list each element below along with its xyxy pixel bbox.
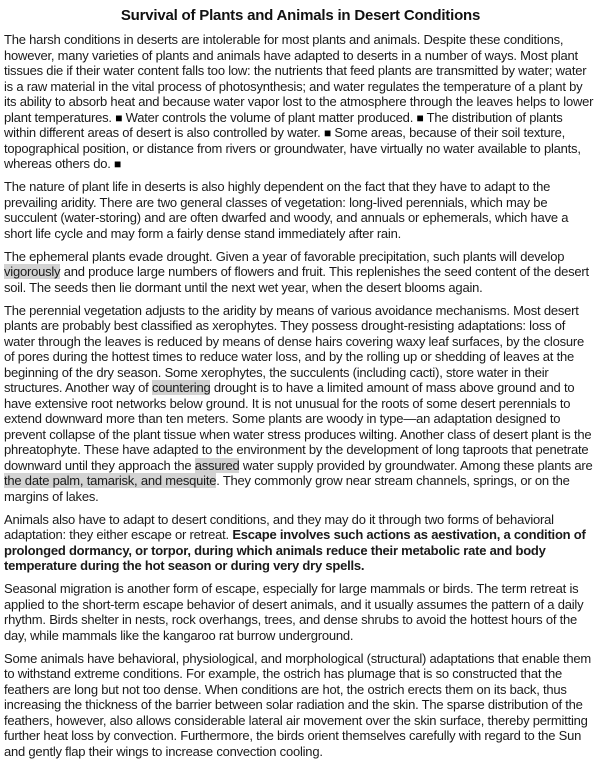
highlighted-term: vigorously: [4, 264, 60, 279]
text-run: drought is to have a limited amount of mass above ground and to have extensive root networks below ground. It is not unusual for the roots of some desert perennials to extend downward more than ten meters. Some plants are woody in type—an adaptation designed to prevent collapse of the plant tissue when water stress produces wilting. Another class of desert plant is the phreatophyte. These have adapted to the environment by the development of long taproots that penetrate downward until they approach the: [4, 380, 591, 473]
insert-text-marker-icon[interactable]: ■: [114, 157, 121, 171]
text-run: and produce large numbers of flowers and fruit. This replenishes the seed content of the desert soil. The seeds then lie dormant until the next wet year, when the desert blooms again.: [4, 264, 589, 295]
paragraph: [4, 303, 597, 505]
text-run: The perennial vegetation adjusts to the aridity by means of various avoidance mechanisms. Most desert plants are probably best classified as xerophytes. They possess drought-resisting adaptations: loss of water through the leaves is reduced by means of dense hairs covering waxy leaf surfaces, by the closure of pores during the hottest times to reduce water loss, and by the rolling up or shedding of leaves at the beginning of the dry season. Some xerophytes, the succulents (including cacti), store water in their structures. Another way of: [4, 303, 584, 396]
passage-title: Survival of Plants and Animals in Desert Conditions: [4, 7, 597, 24]
insert-text-marker-icon[interactable]: ■: [416, 111, 423, 125]
text-run: Animals also have to adapt to desert conditions, and they may do it through two forms of behavioral adaptation: they either escape or retreat.: [4, 512, 554, 543]
highlighted-term: countering: [152, 380, 211, 395]
bold-text-run: Escape involves such actions as aestivation, a condition of prolonged dormancy, or torpor, during which animals reduce their metabolic rate and body temperature during the hot season or during very dry spells.: [4, 527, 586, 573]
text-run: Water controls the volume of plant matter produced.: [122, 110, 416, 125]
text-run: Some areas, because of their soil texture, topographical position, or distance from rivers or groundwater, have virtually no water available to plants, whereas others do.: [4, 125, 581, 171]
paragraph: [4, 249, 597, 296]
text-run: water supply provided by groundwater. Among these plants are: [239, 458, 592, 473]
text-run: The nature of plant life in deserts is also highly dependent on the fact that they have to adapt to the prevailing aridity. There are two general classes of vegetation: long-lived perennials, which may be succulent (water-storing) and are often dwarfed and woody, and annuals or ephemerals, which have a short life cycle and may form a fairly dense stand immediately after rain.: [4, 179, 568, 241]
text-run: . They commonly grow near stream channels, springs, or on the margins of lakes.: [4, 473, 570, 504]
paragraph: [4, 581, 597, 643]
paragraph: [4, 512, 597, 574]
insert-text-marker-icon[interactable]: ■: [324, 126, 331, 140]
highlighted-term: the date palm, tamarisk, and mesquite: [4, 473, 216, 488]
paragraph: [4, 32, 597, 172]
text-run: Seasonal migration is another form of escape, especially for large mammals or birds. The term retreat is applied to the short-term escape behavior of desert animals, and it usually assumes the pattern of a daily rhythm. Birds shelter in nests, rock overhangs, trees, and dense shrubs to avoid the hottest hours of the day, while mammals like the kangaroo rat burrow underground.: [4, 581, 583, 643]
paragraph: [4, 651, 597, 759]
text-run: The harsh conditions in deserts are intolerable for most plants and animals. Despite these conditions, however, many varieties of plants and animals have adapted to deserts in a number of ways. Most plant tissues die if their water content falls too low: the nutrients that feed plants are transmitted by water; water is a raw material in the vital process of photosynthesis; and water regulates the temperature of a plant by its ability to absorb heat and because water vapor lost to the atmosphere through the leaves helps to lower plant temperatures.: [4, 32, 593, 125]
text-run: Some animals have behavioral, physiological, and morphological (structural) adaptations that enable them to withstand extreme conditions. For example, the ostrich has plumage that is so constructed that the feathers are long but not too dense. When conditions are hot, the ostrich erects them on its back, thus increasing the thickness of the barrier between solar radiation and the skin. The sparse distribution of the feathers, however, also allows considerable lateral air movement over the skin surface, thereby permitting further heat loss by convection. Furthermore, the birds orient themselves carefully with regard to the Sun and gently flap their wings to increase convection cooling.: [4, 651, 591, 759]
insert-text-marker-icon[interactable]: ■: [115, 111, 122, 125]
paragraph: [4, 179, 597, 241]
text-run: The distribution of plants within different areas of desert is also controlled by water.: [4, 110, 563, 141]
text-run: The ephemeral plants evade drought. Given a year of favorable precipitation, such plants will develop: [4, 249, 564, 264]
passage-body: [4, 32, 597, 759]
highlighted-term: assured: [195, 458, 240, 473]
